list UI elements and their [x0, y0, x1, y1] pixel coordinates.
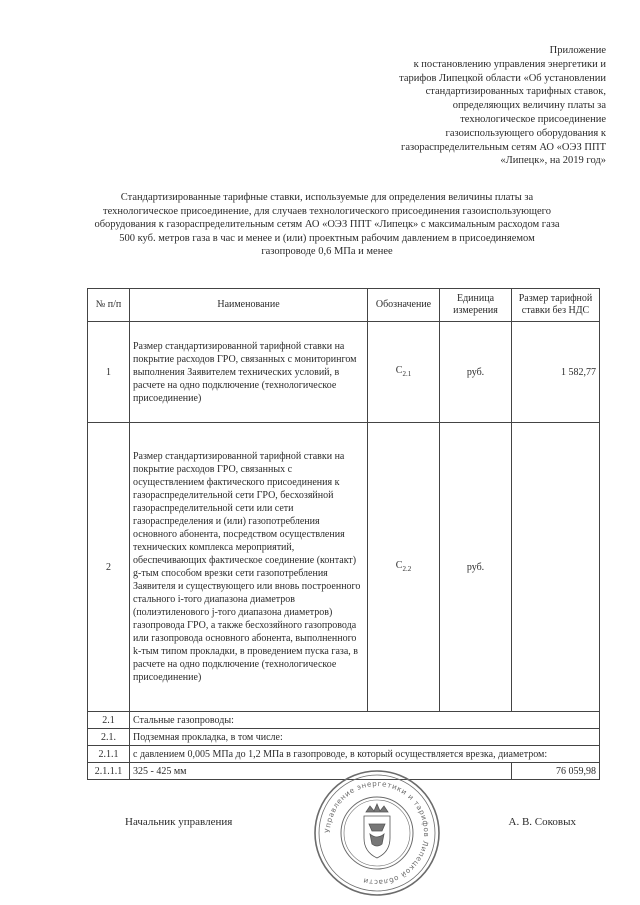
- designation-sub: 2.1: [402, 369, 412, 378]
- signature-name: А. В. Соковых: [508, 816, 576, 828]
- row-unit: руб.: [440, 423, 512, 712]
- table-subrow: [88, 712, 600, 729]
- designation-base: С: [395, 364, 403, 376]
- header-name: Наименование: [130, 289, 368, 322]
- subrow-num: 2.1: [88, 712, 130, 729]
- header-rate: Размер тарифной ставки без НДС: [512, 289, 600, 322]
- table-subrow: [88, 729, 600, 746]
- subrow-num: 2.1.1: [88, 746, 130, 763]
- row-name: Размер стандартизированной тарифной ставки на покрытие расходов ГРО, связанных с мониторингом выполнения Заявителем технических условий, в расчете на одно подключение (технологическое присоединение): [130, 322, 368, 423]
- signature-position: Начальник управления: [125, 816, 233, 828]
- subrow-text: Стальные газопроводы:: [130, 712, 600, 729]
- subrow-num: 2.1.: [88, 729, 130, 746]
- appendix-line: «Липецк», на 2019 год»: [500, 155, 606, 167]
- row-num: 2: [88, 423, 130, 712]
- appendix-line: газораспределительным сетям АО «ОЭЗ ППТ: [401, 141, 606, 153]
- row-rate: 1 582,77: [512, 322, 600, 423]
- header-designation: Обозначение: [368, 289, 440, 322]
- svg-text:Управление энергетики и тарифо: [323, 779, 431, 887]
- row-designation: [368, 423, 440, 712]
- appendix-line: технологическое присоединение: [460, 113, 606, 125]
- subrow-text: Подземная прокладка, в том числе:: [130, 729, 600, 746]
- table-header-row: [88, 289, 600, 322]
- table-subrow: [88, 746, 600, 763]
- appendix-line: газоиспользующего оборудования к: [445, 127, 606, 139]
- appendix-line: Приложение: [549, 45, 606, 56]
- subrow-rate: 76 059,98: [512, 763, 600, 780]
- header-num: № п/п: [88, 289, 130, 322]
- header-unit: Единица измерения: [440, 289, 512, 322]
- designation-base: С: [395, 559, 403, 571]
- row-num: 1: [88, 322, 130, 423]
- subrow-num: 2.1.1.1: [88, 763, 130, 780]
- appendix-line: определяющих величину платы за: [452, 100, 606, 112]
- row-unit: руб.: [440, 322, 512, 423]
- seal-text: Управление энергетики и тарифов Липецкой области: [322, 778, 432, 888]
- subrow-text: 325 - 425 мм: [130, 763, 512, 780]
- table-row: [88, 423, 600, 712]
- document-heading: Стандартизированные тарифные ставки, используемые для определения величины платы за технологическое присоединение, для случаев технологического присоединения газоиспользующего оборудования к газораспределительным сетям АО «ОЭЗ ППТ «Липецк» с максимальным расходом газа 500 куб. метров газа в час и менее и (или) проектным рабочим давлением в присоединяемом газопроводе 0,6 МПа и менее: [94, 192, 560, 257]
- appendix-line: стандартизированных тарифных ставок,: [425, 86, 606, 98]
- designation-sub: 2.2: [402, 564, 412, 573]
- table-row: [88, 322, 600, 423]
- tariff-table: [87, 288, 600, 780]
- appendix-line: к постановлению управления энергетики и: [413, 58, 606, 70]
- row-name: Размер стандартизированной тарифной ставки на покрытие расходов ГРО, связанных с осуществлением фактического присоединения к газораспределительной сети ГРО, бесхозяйной газораспределительной сети или сети газораспределения и (или) газопотребления основного абонента, посредством осуществления технических комплекса мероприятий, обеспечивающих фактическое соединение (контакт) g-тым способом врезки сети газопотребления Заявителя и существующего или вновь построенного стального i-того диапазона диаметров (полиэтиленового j-того диапазона диаметров) газопровода ГРО, а также бесхозяйного газопровода или газопровода основного абонента, выполненного k-тым типом прокладки, в проведением пуска газа, в расчете на одно подключение (технологическое присоединение): [130, 423, 368, 712]
- official-seal: [312, 768, 442, 898]
- row-rate: [512, 423, 600, 712]
- row-designation: [368, 322, 440, 423]
- appendix-note: [336, 44, 606, 168]
- subrow-text: с давлением 0,005 МПа до 1,2 МПа в газопроводе, в который осуществляется врезка, диаметром:: [130, 746, 600, 763]
- appendix-line: тарифов Липецкой области «Об установлении: [399, 72, 606, 84]
